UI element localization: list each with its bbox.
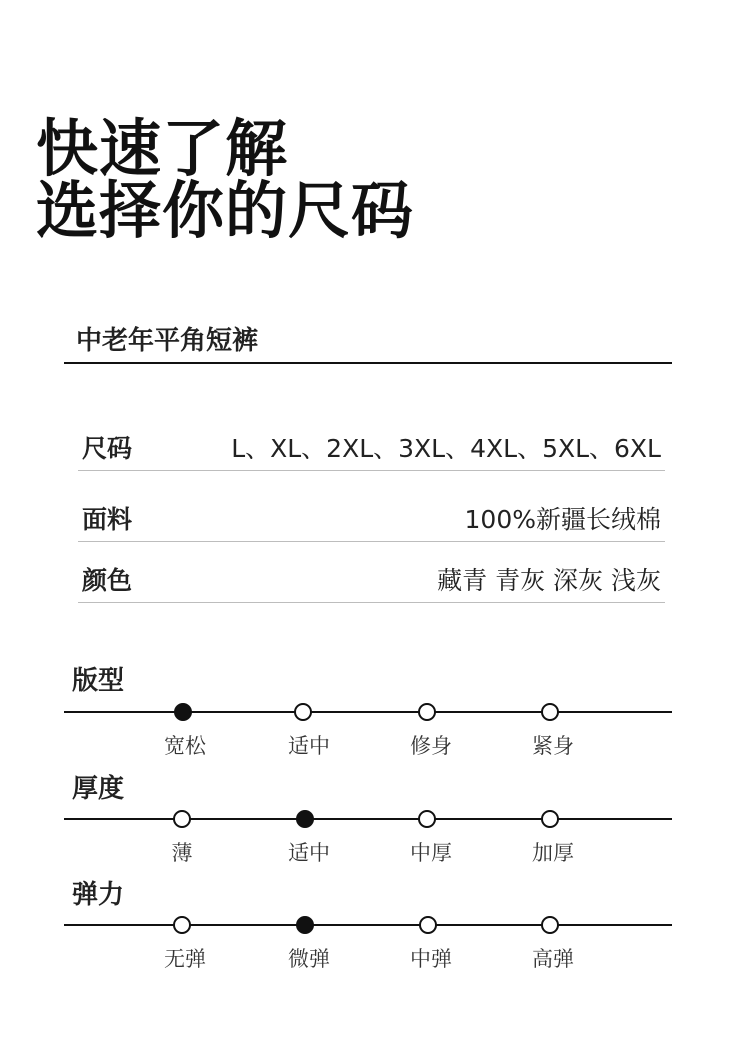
thickness-option-dot-1[interactable] xyxy=(173,810,191,828)
elasticity-option-label: 微弹 xyxy=(288,947,330,971)
attr-label-fit: 版型 xyxy=(72,666,125,696)
hero-title xyxy=(36,112,415,247)
fit-option-dot-4[interactable] xyxy=(541,703,559,721)
fit-option-label: 紧身 xyxy=(532,734,574,758)
elasticity-option-dot-4[interactable] xyxy=(541,916,559,934)
spec-label: 尺码 xyxy=(82,434,133,463)
thickness-option-label: 薄 xyxy=(171,841,193,865)
fit-option-label: 宽松 xyxy=(164,734,206,758)
thickness-option-dot-4[interactable] xyxy=(541,810,559,828)
spec-divider xyxy=(78,470,665,471)
spec-label: 面料 xyxy=(82,505,133,534)
elasticity-scale-line xyxy=(64,924,672,926)
attr-label-thickness: 厚度 xyxy=(72,774,125,804)
spec-value: 100%新疆长绒棉 xyxy=(464,505,661,534)
hero-title-line-1: 快速了解 xyxy=(36,112,289,185)
elasticity-option-dot-3[interactable] xyxy=(419,916,437,934)
spec-divider xyxy=(78,541,665,542)
spec-value: 藏青 青灰 深灰 浅灰 xyxy=(437,566,661,595)
attr-label-elasticity: 弹力 xyxy=(72,880,125,910)
fit-option-label: 适中 xyxy=(288,734,330,758)
elasticity-option-dot-1[interactable] xyxy=(173,916,191,934)
spec-label: 颜色 xyxy=(82,566,133,595)
elasticity-option-label: 高弹 xyxy=(532,947,574,971)
thickness-option-label: 中厚 xyxy=(410,841,452,865)
fit-option-dot-3[interactable] xyxy=(418,703,436,721)
spec-value: L、XL、2XL、3XL、4XL、5XL、6XL xyxy=(231,434,661,463)
fit-option-dot-2[interactable] xyxy=(294,703,312,721)
spec-divider xyxy=(78,602,665,603)
thickness-option-label: 加厚 xyxy=(532,841,574,865)
thickness-option-label: 适中 xyxy=(288,841,330,865)
spec-row-fabric xyxy=(78,502,665,542)
elasticity-option-dot-2[interactable] xyxy=(296,916,314,934)
fit-scale-line xyxy=(64,711,672,713)
product-name: 中老年平角短裤 xyxy=(76,326,259,356)
fit-option-label: 修身 xyxy=(410,734,452,758)
spec-row-color xyxy=(78,563,665,603)
spec-row-size xyxy=(78,431,665,471)
thickness-option-dot-2[interactable] xyxy=(296,810,314,828)
product-divider xyxy=(64,362,672,364)
hero-title-line-2: 选择你的尺码 xyxy=(36,174,415,247)
fit-option-dot-1[interactable] xyxy=(174,703,192,721)
thickness-scale-line xyxy=(64,818,672,820)
elasticity-option-label: 无弹 xyxy=(164,947,206,971)
thickness-option-dot-3[interactable] xyxy=(418,810,436,828)
elasticity-option-label: 中弹 xyxy=(410,947,452,971)
